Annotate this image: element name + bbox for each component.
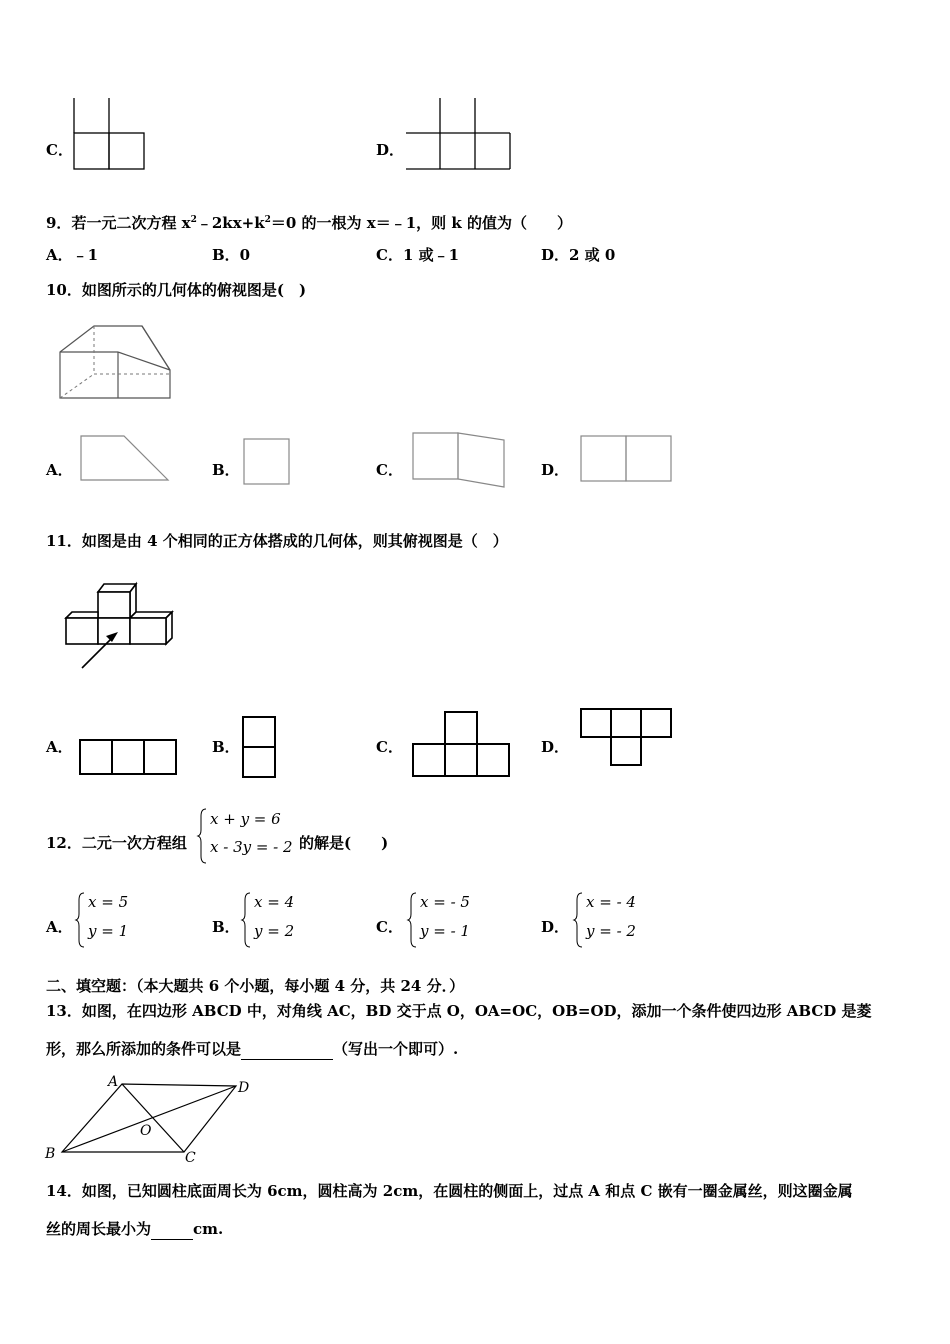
q11-option-c-label[interactable]: C． [376,738,403,756]
q12-option-d-brace [574,892,584,948]
q14-answer-blank[interactable] [151,1219,193,1240]
q13-line1: 13．如图，在四边形 ABCD 中，对角线 AC，BD 交于点 O，OA=OC，OB=OD，添加一个条件使四边形 ABCD 是菱 [46,1002,872,1020]
q10-option-a-figure[interactable] [80,435,175,485]
q10-option-d-label[interactable]: D． [541,461,570,479]
q8-option-d-figure [402,98,517,173]
q9-option-b[interactable]: B．0 [212,246,251,264]
section2-title: 二、填空题：（本大题共 6 个小题，每小题 4 分，共 24 分．） [46,977,465,995]
q12-suffix: 的解是( ) [299,834,389,852]
q11-option-d-figure[interactable] [579,707,677,769]
q12-option-a-eq2: y = 1 [88,922,129,940]
q12-option-a-label[interactable]: A． [46,918,73,936]
q10-option-c-figure[interactable] [412,432,507,490]
q12-eq1: x + y = 6 [210,810,281,828]
q13-label-o: O [140,1123,152,1139]
q9-option-c[interactable]: C．1 或﹣1 [376,246,460,264]
q8-option-d-label: D． [376,141,405,159]
q12-option-a-brace [76,892,86,948]
q12-option-c-eq1: x = - 5 [420,893,470,911]
q13-label-d: D [238,1080,250,1096]
q10-option-b-label[interactable]: B． [212,461,240,479]
q10-option-b-figure[interactable] [243,438,293,486]
q12-option-c-eq2: y = - 1 [420,922,470,940]
q14-line2: 丝的周长最小为 cm. [46,1220,224,1238]
q10-stem: 10．如图所示的几何体的俯视图是( ) [46,281,307,299]
q12-option-b-eq1: x = 4 [254,893,295,911]
q11-option-b-label[interactable]: B． [212,738,240,756]
q11-option-d-label[interactable]: D． [541,738,570,756]
q9-option-a[interactable]: A．﹣1 [46,246,99,264]
q12-option-b-eq2: y = 2 [254,922,295,940]
q12-prefix: 12．二元一次方程组 [46,834,187,852]
q12-brace [198,808,208,864]
q11-option-b-figure[interactable] [241,715,279,779]
q10-option-a-label[interactable]: A． [46,461,73,479]
q12-option-d-eq2: y = - 2 [586,922,636,940]
q12-option-d-label[interactable]: D． [541,918,570,936]
q13-answer-blank[interactable] [241,1039,333,1060]
q11-option-a-figure[interactable] [78,738,180,778]
q12-option-a-eq1: x = 5 [88,893,129,911]
q12-option-d-eq1: x = - 4 [586,893,636,911]
q11-option-c-figure[interactable] [411,710,513,780]
q11-option-a-label[interactable]: A． [46,738,73,756]
q9-stem: 9．若一元二次方程 $x^2﹣2kx+k^2=0$ 的一根为 x＝﹣1，则 k 的值为（ ） [46,214,572,232]
q10-solid-figure [54,322,179,404]
q13-quadrilateral-figure [42,1072,262,1164]
q13-label-a: A [108,1074,119,1090]
q14-line1: 14．如图，已知圆柱底面周长为 6cm，圆柱高为 2cm，在圆柱的侧面上，过点 A 和点 C 嵌有一圈金属丝，则这圈金属 [46,1182,853,1200]
q8-option-c-figure [70,98,150,173]
q12-option-c-label[interactable]: C． [376,918,403,936]
q11-cubes-figure [62,578,182,673]
q13-line2: 形，那么所添加的条件可以是 （写出一个即可）. [46,1040,459,1058]
q10-option-c-label[interactable]: C． [376,461,403,479]
q13-label-b: B [45,1146,56,1162]
q11-stem: 11．如图是由 4 个相同的正方体搭成的几何体，则其俯视图是（ ） [46,532,508,550]
q12-option-c-brace [408,892,418,948]
q13-label-c: C [185,1150,196,1166]
q12-option-b-label[interactable]: B． [212,918,240,936]
q8-option-c-label: C． [46,141,73,159]
q12-option-b-brace [242,892,252,948]
q10-option-d-figure[interactable] [580,435,675,485]
q12-eq2: x - 3y = - 2 [210,838,293,856]
q9-option-d[interactable]: D．2 或 0 [541,246,616,264]
